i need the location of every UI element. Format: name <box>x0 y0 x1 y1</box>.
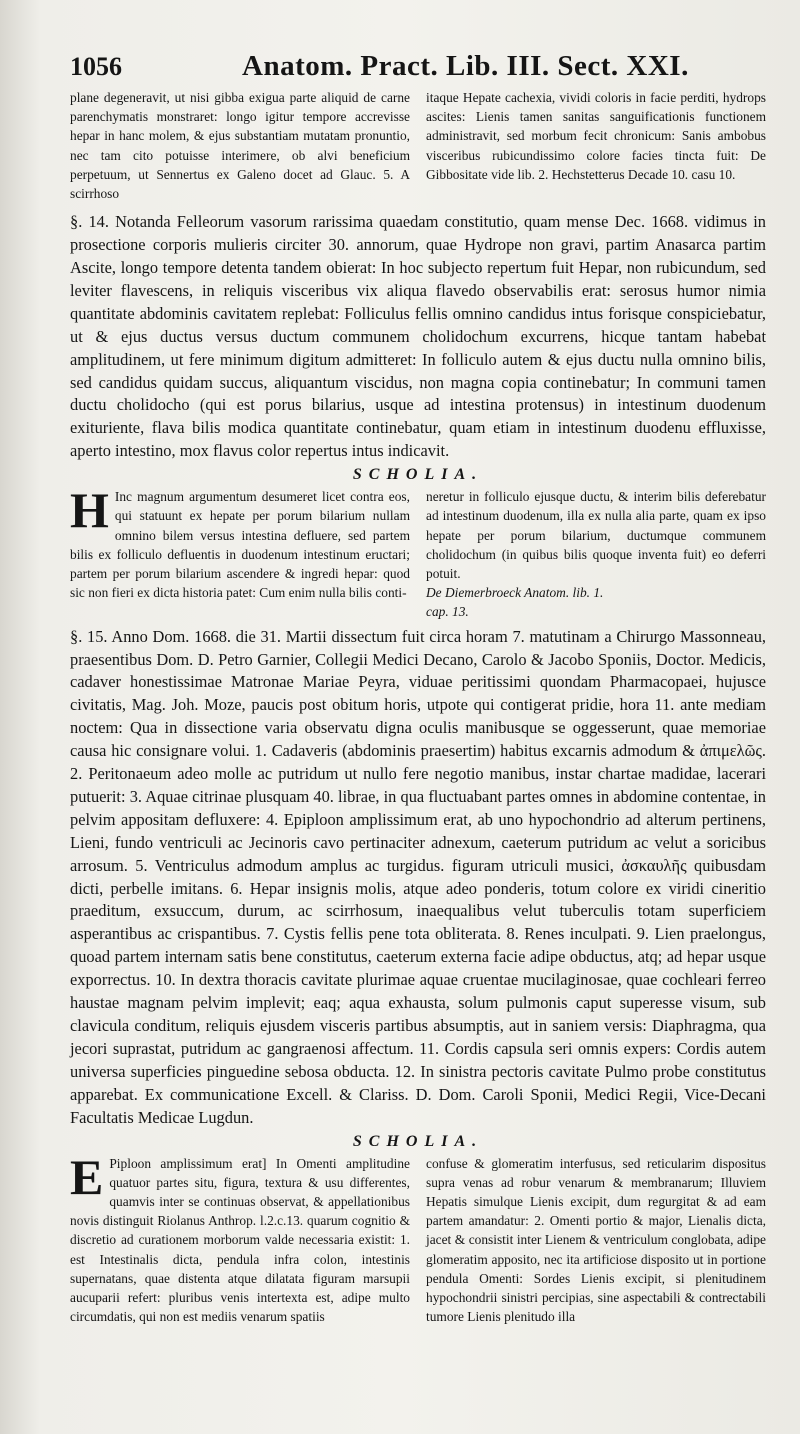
page-content <box>70 88 766 1326</box>
scholia-heading-1: SCHOLIA. <box>352 466 484 484</box>
scholia-2-left <box>70 1148 410 1327</box>
scholia-1-left-text: Inc magnum argumentum desumeret licet contra eos, qui statuunt ex hepate per porum bilarium nullam omnino bilem versus intestina defluere, sed partem bilis ex folliculo defluentis in duodenum intestinum eructari; partem per porum bilarium ascendere & ingredi hepar: quod sic non fieri ex dicta historia patet: Cum enim nulla bilis conti- <box>70 489 410 601</box>
scholia-2-right-text: confuse & glomeratim interfusus, sed reticularim dispositus supra venas ad robur venarum & membranarum; Illuviem Hepatis simulque Lienis excipit, dum regurgitat & ad eam partem amandatur: 2. Omenti portio & major, Lienalis dicta, jacet & consistit inter Lienem & ventriculum conglobata, adipe glomeratim apposito, nec ita artificiose disposito ut in portione pendula Omenti: Sordes Lienis excipit, si plenitudinem hypochondrii sinistri percipias, sine aspectabili & contrectabili tumore Lienis plenitudo illa <box>426 1155 766 1325</box>
running-title: Anatom. Pract. Lib. III. Sect. XXI. <box>242 50 689 82</box>
scholia-2-left-text: Piploon amplissimum erat] In Omenti amplitudine quatuor partes situ, figura, textura & usu differentes, quamvis inter se continuas observat, & appellationibus novis distinguit Riolanus Anthrop. l.2.c.13. quarum cognitio & discretio ad curationem morborum valde necessaria existit: 1. est Intestinalis dicta, pendula infra colon, intestinis supernatans, quae distenta atque dilatata figuram marsupii aucuparii refert: pluribus venis intertexta est, adipe multo circumdatis, qui non est mediis venarum spatiis <box>70 1155 410 1325</box>
page-number: 1056 <box>70 52 122 81</box>
section-15: §. 15. Anno Dom. 1668. die 31. Martii dissectum fuit circa horam 7. matutinam a Chirurgo Massonneau, praesentibus Dom. D. Petro Garnier, Collegii Medici Decano, Carolo & Jacobo Sponiis, Doctor. Medicis, cadaver honestissimae Matronae Mariae Peyra, viduae peritissimi quondam Pharmacopaei, hujusce civitatis, Mag. Joh. Moze, paucis post obitum horis, utpote qui contigerat pridie, hora 11. ante mediam noctem: Qua in dissectione varia observatu digna oculis manibusque se oggesserunt, quae memoriae causa hic consignare volui. 1. Cadaveris (abdominis praesertim) habitus excarnis admodum & ἀπιμελῶς. 2. Peritonaeum adeo molle ac putridum ut nullo fere negotio manibus, instar chartae madidae, lacerari putuerit: 3. Aquae citrinae plusquam 40. librae, in qua fluctuabant partes omnes in abdomine contentae, in pelvim appositam defluxere: 4. Epiploon amplissimum erat, ab uno hypochondrio ad alterum pertinens, Lieni, fundo ventriculi ac Jecinoris cavo pertinaciter adnexum, caeterum putridum ac velut a soricibus arrosum. 5. Ventriculus admodum amplus ac turgidus. figuram utriculi musici, ἀσκαυλῆς quibusdam dicti, perbelle imitans. 6. Hepar insignis molis, atque adeo ponderis, totum colore ex viridi cineritio praeditum, exsuccum, durum, ac scirrhosum, inaequalibus velut tuberculis totam superficiem asperantibus ac crispantibus. 7. Cystis fellis pene tota obliterata. 8. Renes inculpati. 9. Lien praelongus, quoad partem internam satis bene constitutus, caeterum externa facie adipe obductus, atq; ad hepar usque exporrectus. 10. In dextra thoracis cavitate plurimae aquae cruentae mucilaginosae, quae cochleari ferreo haustae magnam pelvim implevit; eaq; aqua exhausta, solum pulmonis caput superesse visum, sub clavicula conditum, reliquis ejusdem visceris partibus absumptis, aut in saniem versis: Diaphragma, qua jecori suprastat, putridum ac gangraenosi affectum. 11. Cordis capsula seri omnis expers: Cordis autem universa superficies pinguedine sebosa obducta. 12. In sinistra pectoris cavitate Pulmo probe constitutus apparebat. Ex communicatione Excell. & Clariss. D. Dom. Caroli Sponii, Medici Regii, Vice-Decani Facultatis Medicae Lugdun. <box>70 626 766 1127</box>
section-14: §. 14. Notanda Felleorum vasorum rarissima quaedam constitutio, quam mense Dec. 1668. vidimus in prosectione corporis mulieris circiter 30. annorum, quae Hydrope non gravi, partim Anasarca partim Ascite, longo tempore detenta tandem obierat: In hoc subjecto repertum fuit Hepar, non rubicundum, sed leviter flavescens, in reliquis visceribus vix aliqua flavedo observabilis erat: serosus humor nimia quantitate abdominis cavitatem replebat: Folliculus fellis omnino candidus intus forisque conspiciebatur, ut & ejus ductus versus ductum communem cholidochum excurrens, hicque tantam habebat amplitudinem, ut fere minimum digitum admitteret: In folliculo autem & ejus ductu nulla omnino bilis, sed candidus quidam succus, aliquantum viscidus, non magna copia continebatur; In communi tamen ductu cholidocho (qui est porus bilarius, usque ad intestina protensus) in intestinum duodenum exituriente, flava bilis modica quantitate continebatur, quam etiam in intestinum duodenu effluxisse, aperto intestino, mox flavus color repertus intus indicavit. <box>70 212 766 461</box>
drop-capital-h: H <box>70 482 109 539</box>
scholia-2-right <box>426 1154 766 1327</box>
top-left-text: plane degeneravit, ut nisi gibba exigua parte aliquid de carne parenchymatis monstraret: longo igitur tempore accrevisse hepar in hanc molem, & ejus substantiam mutatam pronuntio, nec tam cito potuisse interimere, ob alvi beneficium perpetuum, ut Sennertus ex Galeno docet ad Glauc. 5. A scirrhoso <box>70 90 410 202</box>
top-continuation <box>70 88 766 203</box>
drop-capital-e: E <box>70 1148 104 1205</box>
scholia-1-right <box>426 487 766 621</box>
scholia-heading-2: SCHOLIA. <box>352 1132 484 1150</box>
scholia-1-right-text: neretur in folliculo ejusque ductu, & interim bilis deferebatur ad intestinum duodenum, illa ex nulla alia parte, quam ex ipso hepate per porum bilarium, ductumque communem cholidochum (in quibus bilis quoque inventa fuit) eo deferri potuit. <box>426 489 766 581</box>
scholia-1 <box>70 482 766 621</box>
top-left-column <box>70 88 410 203</box>
scholia-2 <box>70 1148 766 1327</box>
running-head <box>70 50 766 84</box>
scholia-1-left <box>70 482 410 621</box>
top-right-column <box>426 88 766 203</box>
scholia-1-source: De Diemerbroeck Anatom. lib. 1. <box>426 585 604 601</box>
top-right-text: itaque Hepate cachexia, vividi coloris in facie perditi, hydrops ascites: Lienis tamen sanitas sanguificationis functionem administravit, sed morbum fecit chronicum: Sanis ambobus visceribus rubicundissimo colore facies tincta fuit: De Gibbositate vide lib. 2. Hechstetterus Decade 10. casu 10. <box>426 90 766 182</box>
scholia-1-cap: cap. 13. <box>426 604 469 620</box>
